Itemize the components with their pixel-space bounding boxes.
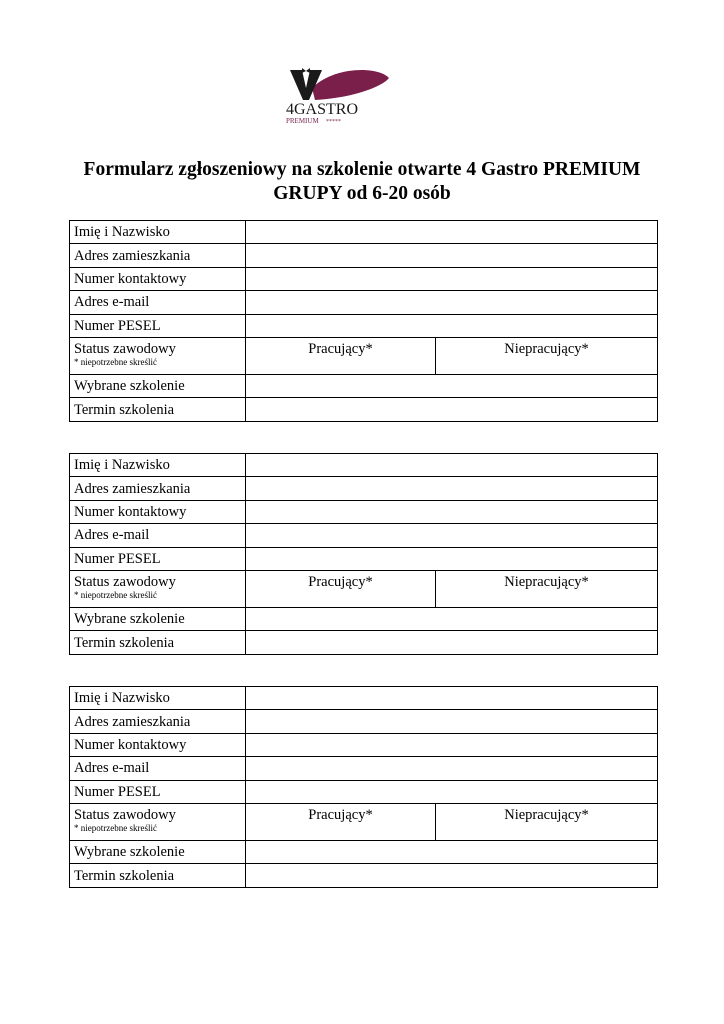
name-field[interactable]: [246, 221, 658, 244]
status-label: Status zawodowy: [74, 340, 176, 357]
row-address: [70, 710, 658, 733]
row-email: [70, 291, 658, 314]
status-cell: [70, 570, 246, 607]
status-cell: [70, 803, 246, 840]
row-training: [70, 840, 658, 863]
training-label: Wybrane szkolenie: [70, 840, 246, 863]
row-pesel: [70, 780, 658, 803]
row-phone: [70, 733, 658, 756]
option-unemployed[interactable]: Niepracujący*: [436, 803, 658, 840]
row-phone: [70, 500, 658, 523]
row-training: [70, 607, 658, 630]
address-field[interactable]: [246, 710, 658, 733]
training-field[interactable]: [246, 607, 658, 630]
row-date: [70, 398, 658, 421]
address-label: Adres zamieszkania: [70, 244, 246, 267]
application-form-2: [69, 453, 658, 655]
email-field[interactable]: [246, 524, 658, 547]
phone-field[interactable]: [246, 500, 658, 523]
name-label: Imię i Nazwisko: [70, 687, 246, 710]
logo-sub: PREMIUM: [286, 117, 319, 125]
pesel-label: Numer PESEL: [70, 780, 246, 803]
status-note: * niepotrzebne skreślić: [74, 356, 157, 367]
row-email: [70, 524, 658, 547]
title-line-2: GRUPY od 6-20 osób: [273, 183, 451, 204]
row-date: [70, 864, 658, 887]
email-field[interactable]: [246, 291, 658, 314]
option-unemployed[interactable]: Niepracujący*: [436, 570, 658, 607]
address-field[interactable]: [246, 477, 658, 500]
logo-stars: *****: [326, 119, 341, 125]
application-form-1: [69, 220, 658, 422]
row-date: [70, 631, 658, 654]
name-field[interactable]: [246, 454, 658, 477]
status-cell: [70, 337, 246, 374]
training-field[interactable]: [246, 840, 658, 863]
brand-logo: [282, 62, 394, 128]
option-employed[interactable]: Pracujący*: [246, 803, 436, 840]
phone-label: Numer kontaktowy: [70, 500, 246, 523]
option-employed[interactable]: Pracujący*: [246, 337, 436, 374]
row-address: [70, 244, 658, 267]
date-label: Termin szkolenia: [70, 864, 246, 887]
option-employed[interactable]: Pracujący*: [246, 570, 436, 607]
pesel-field[interactable]: [246, 314, 658, 337]
page-title: [60, 158, 664, 206]
address-label: Adres zamieszkania: [70, 710, 246, 733]
date-field[interactable]: [246, 398, 658, 421]
email-label: Adres e-mail: [70, 291, 246, 314]
date-field[interactable]: [246, 631, 658, 654]
row-name: [70, 221, 658, 244]
name-field[interactable]: [246, 687, 658, 710]
row-name: [70, 687, 658, 710]
row-pesel: [70, 314, 658, 337]
training-label: Wybrane szkolenie: [70, 374, 246, 397]
title-line-1: Formularz zgłoszeniowy na szkolenie otwarte 4 Gastro PREMIUM: [83, 159, 641, 180]
pesel-label: Numer PESEL: [70, 314, 246, 337]
row-status: [70, 570, 658, 607]
row-email: [70, 757, 658, 780]
row-phone: [70, 267, 658, 290]
email-label: Adres e-mail: [70, 757, 246, 780]
name-label: Imię i Nazwisko: [70, 221, 246, 244]
row-name: [70, 454, 658, 477]
status-note: * niepotrzebne skreślić: [74, 822, 157, 833]
pesel-field[interactable]: [246, 547, 658, 570]
row-address: [70, 477, 658, 500]
phone-field[interactable]: [246, 267, 658, 290]
address-label: Adres zamieszkania: [70, 477, 246, 500]
bowtie-icon: [302, 68, 310, 73]
row-pesel: [70, 547, 658, 570]
phone-label: Numer kontaktowy: [70, 267, 246, 290]
email-label: Adres e-mail: [70, 524, 246, 547]
pesel-field[interactable]: [246, 780, 658, 803]
status-label: Status zawodowy: [74, 573, 176, 590]
address-field[interactable]: [246, 244, 658, 267]
status-label: Status zawodowy: [74, 806, 176, 823]
name-label: Imię i Nazwisko: [70, 454, 246, 477]
status-note: * niepotrzebne skreślić: [74, 589, 157, 600]
phone-label: Numer kontaktowy: [70, 733, 246, 756]
phone-field[interactable]: [246, 733, 658, 756]
logo-graphic: [282, 62, 394, 128]
training-field[interactable]: [246, 374, 658, 397]
application-form-3: [69, 686, 658, 888]
row-status: [70, 337, 658, 374]
logo-wordmark: 4GASTRO: [286, 101, 359, 118]
date-field[interactable]: [246, 864, 658, 887]
row-training: [70, 374, 658, 397]
date-label: Termin szkolenia: [70, 398, 246, 421]
option-unemployed[interactable]: Niepracujący*: [436, 337, 658, 374]
logo-swoosh: [312, 70, 389, 100]
email-field[interactable]: [246, 757, 658, 780]
training-label: Wybrane szkolenie: [70, 607, 246, 630]
row-status: [70, 803, 658, 840]
date-label: Termin szkolenia: [70, 631, 246, 654]
pesel-label: Numer PESEL: [70, 547, 246, 570]
